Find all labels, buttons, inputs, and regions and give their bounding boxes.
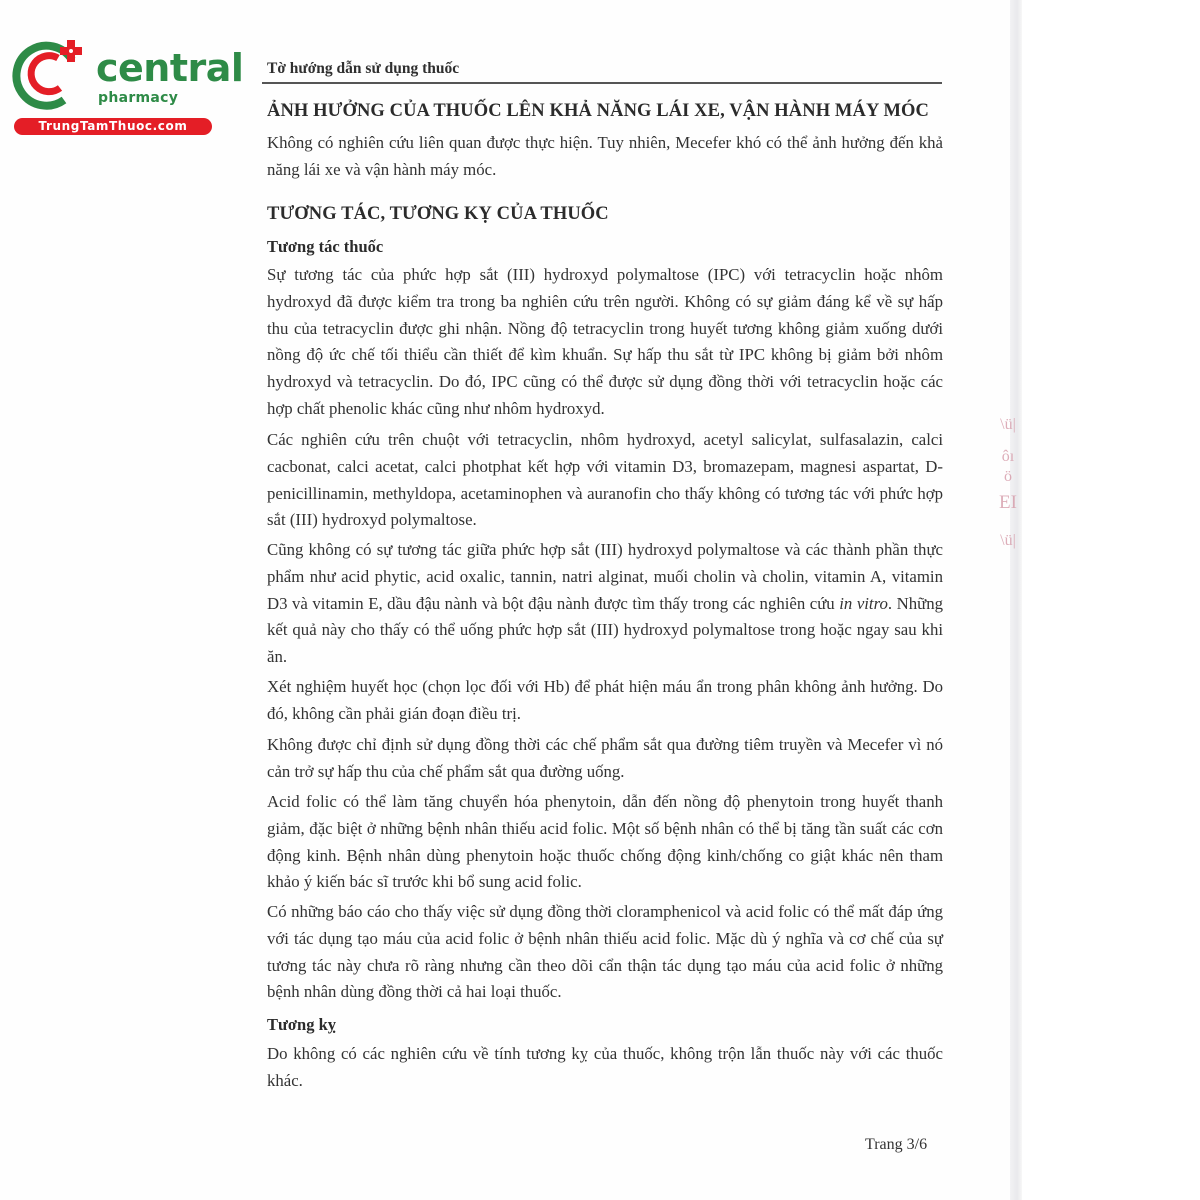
header-divider <box>262 82 942 84</box>
paragraph-ipc-tetracyclin: Sự tương tác của phức hợp sắt (III) hydroxyd polymaltose (IPC) với tetracyclin hoặc nhôm hydroxyd đã được kiểm tra trong ba nghiên cứu trên người. Không có sự giảm đáng kể về sự hấp thu của tetracyclin được ghi nhận. Nồng độ tetracyclin trong huyết tương không giảm xuống dưới nồng độ ức chế tối thiểu cần thiết để kìm khuẩn. Sự hấp thu sắt từ IPC không bị giảm bởi nhôm hydroxyd và tetracyclin. Do đó, IPC cũng có thể được sử dụng đồng thời với tetracyclin hoặc các hợp chất phenolic khác cũng như nhôm hydroxyd. <box>267 265 943 418</box>
subsection-title-incompatibilities: Tương kỵ <box>267 1015 337 1034</box>
page-edge-shadow <box>1010 0 1022 1200</box>
logo-subtitle: pharmacy <box>98 90 179 106</box>
stamp-glyph: ö <box>1004 468 1012 485</box>
page-number: Trang 3/6 <box>865 1136 928 1153</box>
paragraph-parenteral-iron: Không được chỉ định sử dụng đồng thời các chế phẩm sắt qua đường tiêm truyền và Mecefer vì nó cản trở sự hấp thu của chế phẩm sắt qua đường uống. <box>267 735 943 781</box>
running-header: Tờ hướng dẫn sử dụng thuốc <box>267 60 460 77</box>
section-heading-interactions: TƯƠNG TÁC, TƯƠNG KỴ CỦA THUỐC <box>267 204 609 224</box>
paragraph-incompatibilities: Do không có các nghiên cứu về tính tương kỵ của thuốc, không trộn lẫn thuốc này với các thuốc khác. <box>267 1044 943 1090</box>
in-vitro-italic: in vitro <box>839 593 888 613</box>
in-vitro-before: Cũng không có sự tương tác giữa phức hợp sắt (III) hydroxyd polymaltose và các thành phần thực phẩm như acid phytic, acid oxalic, tannin, natri alginat, muối cholin và cholin, vitamin A, vitamin D3 và vitamin E, dầu đậu nành và bột đậu nành được tìm thấy trong các nghiên cứu <box>267 540 943 613</box>
paragraph-driving: Không có nghiên cứu liên quan được thực hiện. Tuy nhiên, Mecefer khó có thể ảnh hưởng đến khả năng lái xe và vận hành máy móc. <box>267 133 943 179</box>
paragraph-in-vitro <box>267 537 943 671</box>
red-stamp-mark <box>998 415 1018 590</box>
paragraph-folic-phenytoin: Acid folic có thể làm tăng chuyển hóa phenytoin, dẫn đến nồng độ phenytoin trong huyết thanh giảm, đặc biệt ở những bệnh nhân thiếu acid folic. Một số bệnh nhân có thể bị tăng tần suất các cơn động kinh. Bệnh nhân dùng phenytoin hoặc thuốc chống động kinh/chống co giật khác nên tham khảo ý kiến bác sĩ trước khi bổ sung acid folic. <box>267 792 943 892</box>
paragraph-chloramphenicol: Có những báo cáo cho thấy việc sử dụng đồng thời cloramphenicol và acid folic có thể mất đáp ứng với tác dụng tạo máu của acid folic ở bệnh nhân thiếu acid folic. Mặc dù ý nghĩa và cơ chế của sự tương tác này chưa rõ ràng nhưng cần theo dõi cẩn thận tác dụng tạo máu của acid folic ở những bệnh nhân dùng đồng thời cả hai loại thuốc. <box>267 902 943 1002</box>
central-pharmacy-logo <box>10 38 244 138</box>
stamp-glyph: EI <box>999 492 1017 513</box>
pharmacy-cross-icon <box>12 38 92 110</box>
section-heading-driving: ẢNH HƯỞNG CỦA THUỐC LÊN KHẢ NĂNG LÁI XE, VẬN HÀNH MÁY MÓC <box>267 101 929 121</box>
logo-brand-text: central <box>96 46 244 90</box>
logo-website-banner[interactable]: TrungTamThuoc.com <box>14 118 212 135</box>
paragraph-rat-studies: Các nghiên cứu trên chuột với tetracyclin, nhôm hydroxyd, acetyl salicylat, sulfasalazin, calci cacbonat, calci acetat, calci photphat kết hợp với vitamin D3, bromazepam, magnesi aspartat, D-penicillinamin, methyldopa, acetaminophen và auranofin cho thấy không có tương tác với phức hợp sắt (III) hydroxyd polymaltose. <box>267 430 943 530</box>
subsection-title-drug-interactions: Tương tác thuốc <box>267 237 384 256</box>
stamp-glyph: ôı <box>1001 448 1015 465</box>
stamp-glyph: \ü| <box>1000 532 1016 549</box>
in-vitro-after: . Những kết quả này cho thấy có thể uống phức hợp sắt (III) hydroxyd polymaltose trong hoặc ngay sau khi ăn. <box>267 593 943 667</box>
paragraph-hematology-test: Xét nghiệm huyết học (chọn lọc đối với Hb) để phát hiện máu ẩn trong phân không ảnh hưởng. Do đó, không cần phải gián đoạn điều trị. <box>267 677 943 723</box>
stamp-glyph: \ü| <box>1000 416 1016 433</box>
